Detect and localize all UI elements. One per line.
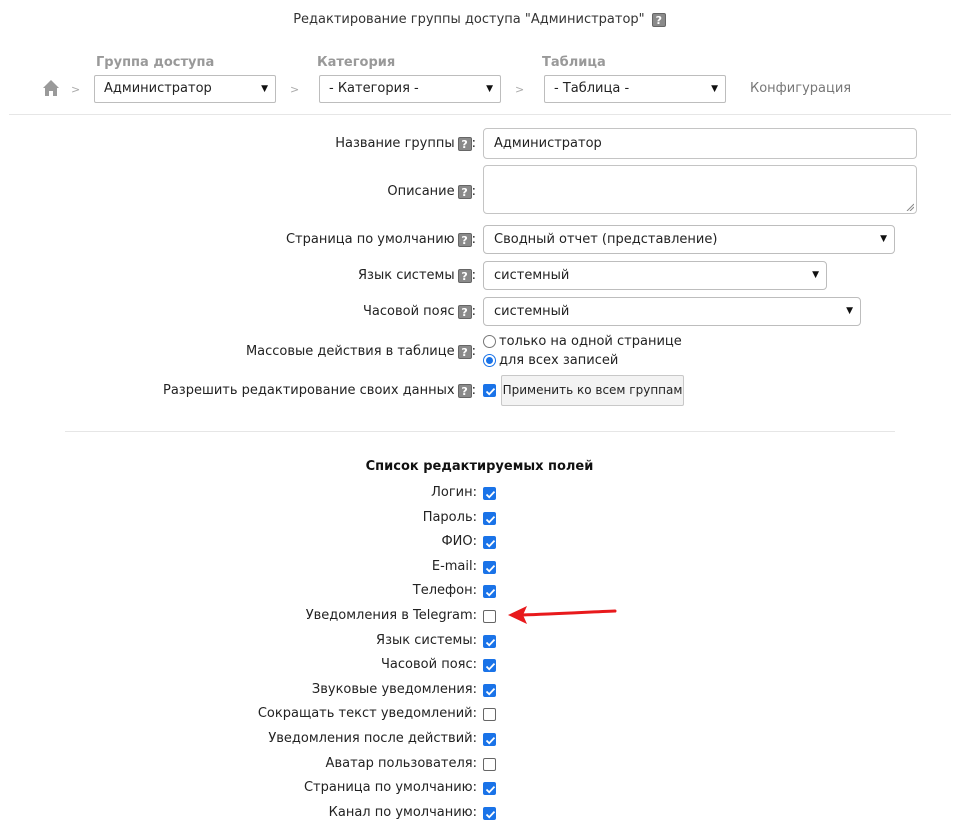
description-textarea[interactable]: [483, 165, 917, 214]
table-select-value: - Таблица -: [554, 81, 630, 96]
help-icon[interactable]: ?: [458, 305, 472, 319]
divider: [65, 431, 895, 432]
field-label: Звуковые уведомления:: [311, 681, 477, 697]
field-checkbox[interactable]: [483, 733, 496, 746]
help-icon[interactable]: ?: [458, 384, 472, 398]
field-checkbox[interactable]: [483, 536, 496, 549]
breadcrumb-separator: >: [515, 83, 525, 96]
field-label: Страница по умолчанию:: [303, 780, 477, 796]
chevron-down-icon: ▼: [261, 84, 268, 94]
name-label: Название группы ? :: [335, 136, 476, 151]
divider: [9, 114, 951, 115]
checkmark-icon: [484, 488, 497, 501]
category-label: Категория: [317, 55, 396, 70]
category-select[interactable]: [319, 75, 501, 103]
checkmark-icon: [484, 537, 497, 550]
bulk-option-single-page[interactable]: только на одной странице: [483, 334, 682, 349]
apply-to-all-groups-button[interactable]: Применить ко всем группам: [501, 375, 684, 406]
checkmark-icon: [484, 808, 497, 821]
help-icon[interactable]: ?: [458, 185, 472, 199]
config-link[interactable]: Конфигурация: [750, 81, 852, 96]
category-select-value: - Категория -: [329, 81, 419, 96]
group-select[interactable]: [94, 75, 276, 103]
field-checkbox[interactable]: [483, 561, 496, 574]
field-label: Пароль:: [422, 509, 477, 525]
radio-button-selected[interactable]: [483, 354, 496, 367]
field-checkbox[interactable]: [483, 585, 496, 598]
field-checkbox[interactable]: [483, 684, 496, 697]
checkmark-icon: [484, 385, 497, 398]
group-label: Группа доступа: [96, 55, 215, 70]
field-checkbox[interactable]: [483, 782, 496, 795]
field-label: Логин:: [431, 485, 477, 500]
chevron-down-icon: ▼: [711, 84, 718, 94]
allow-edit-label: Разрешить редактирование своих данных ? :: [162, 383, 476, 398]
checkmark-icon: [484, 734, 497, 747]
field-label: Телефон:: [412, 583, 477, 599]
field-checkbox[interactable]: [483, 487, 496, 500]
field-checkbox[interactable]: [483, 635, 496, 648]
field-checkbox[interactable]: [483, 708, 496, 721]
breadcrumb-separator: >: [290, 83, 300, 96]
group-name-input[interactable]: Администратор: [483, 128, 917, 159]
field-checkbox[interactable]: [483, 512, 496, 525]
default-page-label: Страница по умолчанию ? :: [285, 232, 476, 247]
field-checkbox[interactable]: [483, 807, 496, 820]
table-label: Таблица: [542, 55, 606, 70]
description-label: Описание ? :: [387, 184, 476, 199]
checkmark-icon: [484, 636, 497, 649]
field-label: Канал по умолчанию:: [328, 804, 477, 820]
bulk-actions-label: Массовые действия в таблице ? :: [245, 344, 476, 359]
timezone-select[interactable]: системный ▼: [483, 297, 861, 326]
page-title-row: [0, 12, 959, 27]
bulk-option-all-records[interactable]: для всех записей: [483, 353, 618, 368]
checkmark-icon: [484, 586, 497, 599]
checkmark-icon: [484, 513, 497, 526]
chevron-down-icon: ▼: [846, 306, 853, 316]
breadcrumb-separator: >: [71, 83, 81, 96]
language-select[interactable]: системный ▼: [483, 261, 827, 290]
timezone-label: Часовой пояс ? :: [363, 304, 476, 319]
checkmark-icon: [484, 783, 497, 796]
help-icon[interactable]: ?: [458, 269, 472, 283]
field-label: ФИО:: [441, 534, 477, 550]
field-label: Сокращать текст уведомлений:: [257, 706, 477, 722]
resize-grip-icon[interactable]: [906, 203, 914, 211]
field-label: E-mail:: [431, 558, 477, 574]
checkmark-icon: [484, 660, 497, 673]
field-label: Аватар пользователя:: [325, 755, 477, 771]
chevron-down-icon: ▼: [880, 234, 887, 244]
annotation-arrow-icon: [500, 600, 620, 628]
field-checkbox[interactable]: [483, 659, 496, 672]
chevron-down-icon: ▼: [486, 84, 493, 94]
field-checkbox[interactable]: [483, 610, 496, 623]
radio-button[interactable]: [483, 335, 496, 348]
field-label: Язык системы:: [376, 632, 477, 648]
help-icon[interactable]: ?: [458, 233, 472, 247]
checkmark-icon: [484, 562, 497, 575]
allow-edit-checkbox[interactable]: [483, 384, 496, 397]
field-label: Уведомления после действий:: [268, 731, 477, 746]
table-select[interactable]: [544, 75, 726, 103]
field-checkbox[interactable]: [483, 758, 496, 771]
language-label: Язык системы ? :: [358, 268, 476, 283]
field-label: Часовой пояс:: [381, 657, 477, 673]
page-title: Редактирование группы доступа "Администратор": [293, 12, 645, 27]
home-icon[interactable]: [42, 79, 60, 97]
help-icon[interactable]: ?: [458, 137, 472, 151]
chevron-down-icon: ▼: [812, 270, 819, 280]
help-icon[interactable]: ?: [652, 13, 666, 27]
editable-fields-title: Список редактируемых полей: [365, 459, 594, 474]
default-page-select[interactable]: Сводный отчет (представление) ▼: [483, 225, 895, 254]
group-select-value: Администратор: [104, 81, 212, 96]
field-label: Уведомления в Telegram:: [305, 608, 477, 623]
checkmark-icon: [484, 685, 497, 698]
help-icon[interactable]: ?: [458, 345, 472, 359]
